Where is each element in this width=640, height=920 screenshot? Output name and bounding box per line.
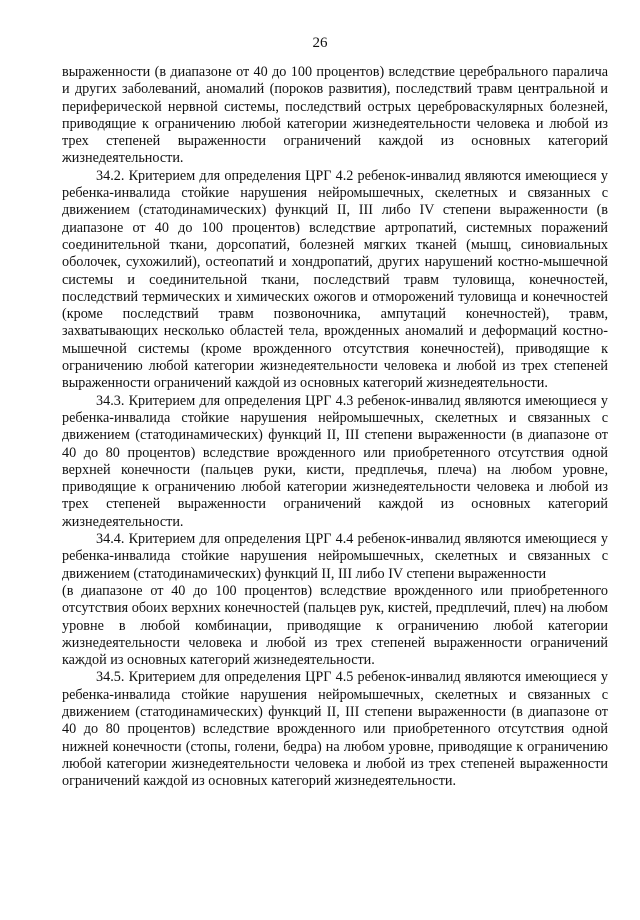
paragraph-34-5: 34.5. Критерием для определения ЦРГ 4.5 ребенок-инвалид являются имеющиеся у ребенка-инвалида стойкие нарушения нейромышечных, скелетных и связанных с движением (статодинамических) функций II, III степени выраженности (в диапазоне от 40 до 80 процентов) вследствие врожденного или приобретенного отсутствия одной нижней конечности (стопы, голени, бедра) на любом уровне, приводящие к ограничению любой категории жизнедеятельности человека и любой из трех степеней выраженности ограничений каждой из основных категорий жизнедеятельности. bbox=[62, 669, 608, 790]
paragraph-34-3: 34.3. Критерием для определения ЦРГ 4.3 ребенок-инвалид являются имеющиеся у ребенка-инвалида стойкие нарушения нейромышечных, скелетных и связанных с движением (статодинамических) функций II, III степени выраженности (в диапазоне от 40 до 80 процентов) вследствие врожденного или приобретенного отсутствия одной верхней конечности (пальцев руки, кисти, предплечья, плеча) на любом уровне, приводящие к ограничению любой категории жизнедеятельности человека и любой из трех степеней выраженности ограничений каждой из основных категорий жизнедеятельности. bbox=[62, 392, 608, 530]
paragraph-34-2: 34.2. Критерием для определения ЦРГ 4.2 ребенок-инвалид являются имеющиеся у ребенка-инвалида стойкие нарушения нейромышечных, скелетных и связанных с движением (статодинамических) функций II, III либо IV степени выраженности (в диапазоне от 40 до 100 процентов) вследствие артропатий, системных поражений соединительной ткани, дорсопатий, болезней мягких тканей (мышц, синовиальных оболочек, сухожилий), остеопатий и хондропатий, других нарушений костно-мышечной системы и соединительной ткани, последствий травм туловища, конечностей, последствий термических и химических ожогов и отморожений туловища и конечностей (кроме последствий травм позвоночника, ампутаций конечностей), травм, захватывающих несколько областей тела, врожденных аномалий и деформаций костно-мышечной системы (кроме врожденного отсутствия конечностей), приводящие к ограничению любой категории жизнедеятельности человека и любой из трех степеней выраженности ограничений каждой из основных категорий жизнедеятельности. bbox=[62, 167, 608, 392]
paragraph-34-4-continued: (в диапазоне от 40 до 100 процентов) вследствие врожденного или приобретенного отсутствия обоих верхних конечностей (пальцев рук, кистей, предплечий, плеч) на любом уровне в любой комбинации, приводящие к ограничению любой категории жизнедеятельности человека и любой из трех степеней выраженности ограничений каждой из основных категорий жизнедеятельности. bbox=[62, 582, 608, 669]
page-number: 26 bbox=[312, 35, 328, 51]
paragraph-continuation: выраженности (в диапазоне от 40 до 100 процентов) вследствие церебрального паралича и других заболеваний, аномалий (пороков развития), последствий травм центральной и периферической нервной системы, последствий острых цереброваскулярных болезней, приводящие к ограничению любой категории жизнедеятельности человека и любой из трех степеней выраженности ограничений каждой из основных категорий жизнедеятельности. bbox=[62, 64, 608, 167]
paragraph-34-4: 34.4. Критерием для определения ЦРГ 4.4 ребенок-инвалид являются имеющиеся у ребенка-инвалида стойкие нарушения нейромышечных, скелетных и связанных с движением (статодинамических) функций II, III либо IV степени выраженности bbox=[62, 531, 608, 582]
document-body bbox=[62, 64, 608, 790]
